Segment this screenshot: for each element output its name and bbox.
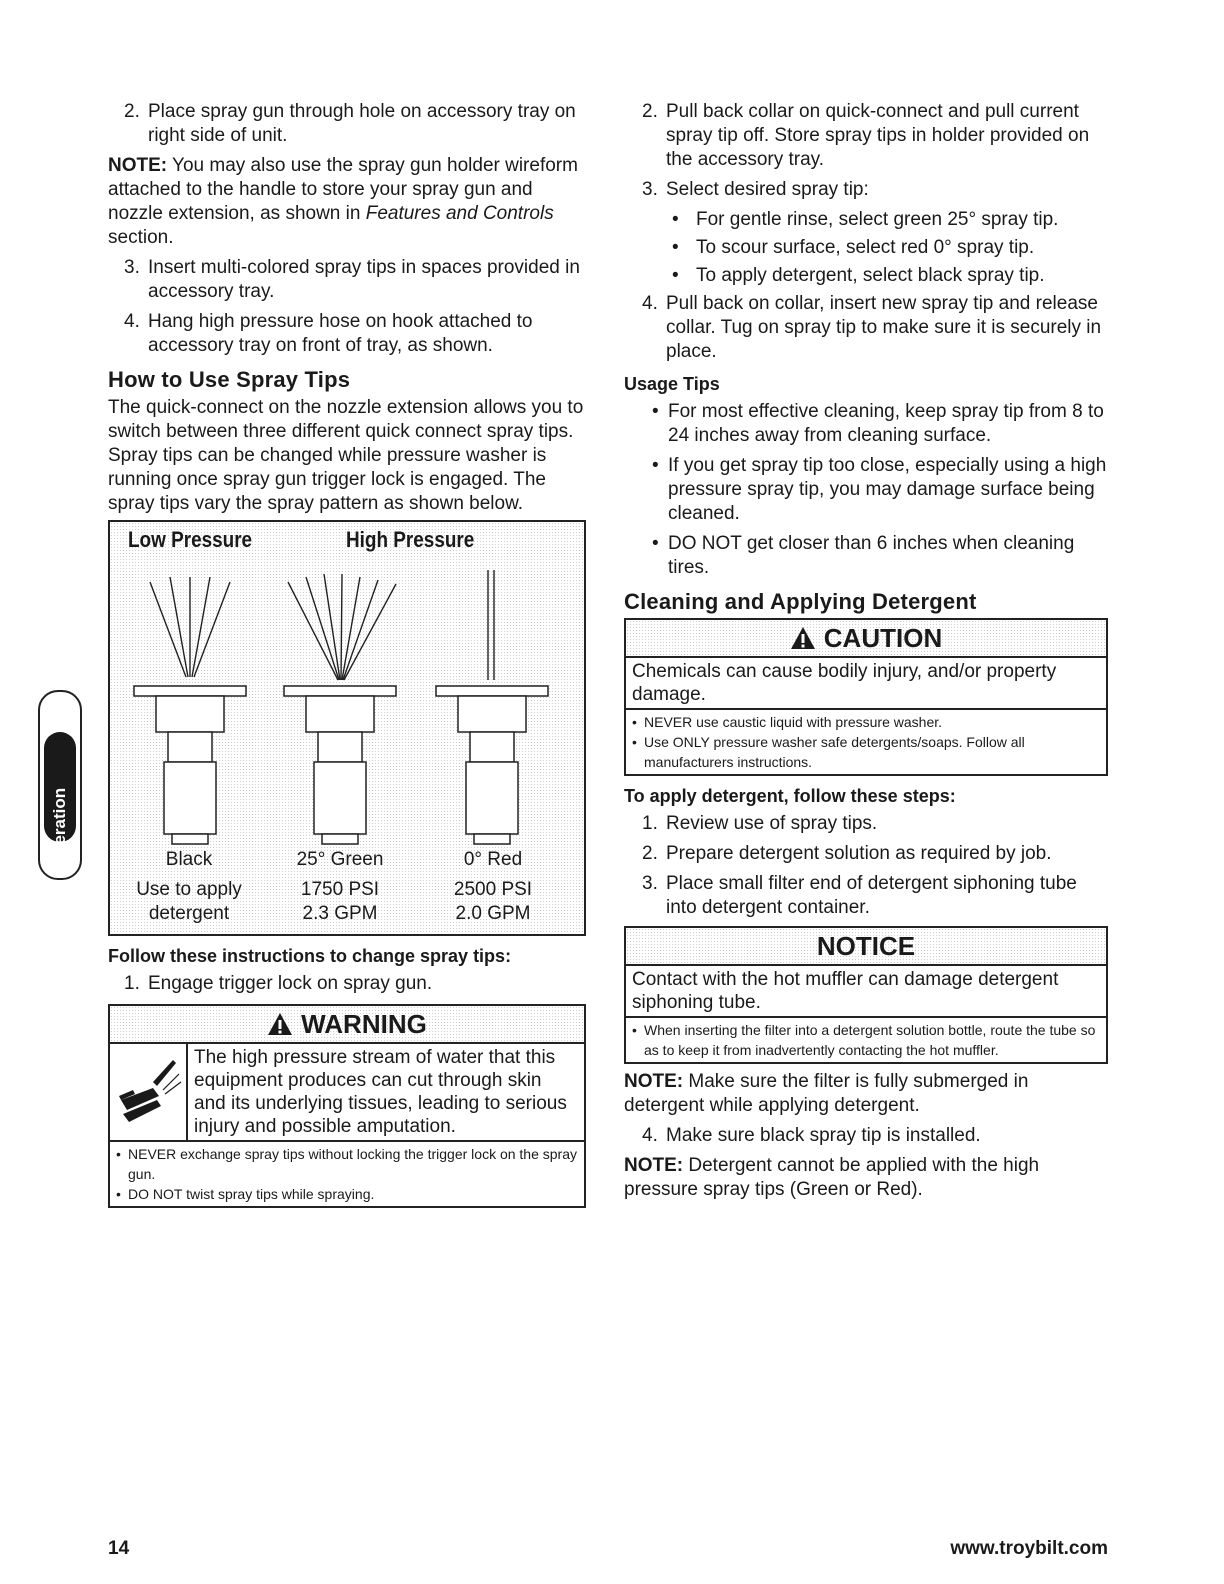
step-item <box>624 872 1108 920</box>
step-text: Review use of spray tips. <box>666 813 878 834</box>
low-pressure-label: Low Pressure <box>128 527 253 552</box>
note-label: NOTE: <box>624 1071 684 1092</box>
hazard-pictogram <box>110 1044 188 1140</box>
heading-detergent: Cleaning and Applying Detergent <box>624 589 977 614</box>
tip-color: Black <box>165 849 213 870</box>
warning-bullets <box>110 1142 584 1206</box>
high-pressure-label: High Pressure <box>346 527 475 552</box>
tip-color: 0° Red <box>463 849 523 870</box>
step-number: 3. <box>642 179 658 200</box>
heading-change-tips: Follow these instructions to change spray tips: <box>108 946 512 966</box>
step-item <box>624 292 1108 364</box>
footer-url: www.troybilt.com <box>950 1538 1108 1559</box>
notice-body: Contact with the hot muffler can damage detergent siphoning tube. <box>626 966 1106 1018</box>
warning-header <box>110 1006 584 1044</box>
bullet-text: Use ONLY pressure washer safe detergents/soaps. Follow all manufacturers instructions. <box>644 734 1025 770</box>
step-item <box>624 812 1108 836</box>
caution-bullets <box>626 710 1106 774</box>
note-wireform <box>108 154 586 250</box>
step-number: 1. <box>124 973 140 994</box>
notice-bullets <box>626 1018 1106 1062</box>
tip-gpm: 2.0 GPM <box>455 903 531 924</box>
note-label: NOTE: <box>108 155 168 176</box>
step-number: 2. <box>642 101 658 122</box>
step-item <box>624 178 1108 202</box>
step-text: Select desired spray tip: <box>666 179 869 200</box>
step-item <box>624 1124 1108 1148</box>
bullet-text: DO NOT get closer than 6 inches when cleaning tires. <box>668 533 1075 578</box>
step-text: Prepare detergent solution as required by job. <box>666 843 1052 864</box>
usage-bullet: • For most effective cleaning, keep spray tip from 8 to 24 inches away from cleaning surface. <box>652 401 1104 446</box>
spray-tip-diagram <box>108 520 586 936</box>
note-high-pressure <box>624 1154 1108 1202</box>
bullet-text: If you get spray tip too close, especially using a high pressure spray tip, you may damage surface being cleaned. <box>668 455 1107 524</box>
caution-body: Chemicals can cause bodily injury, and/or property damage. <box>626 658 1106 710</box>
step-text: Pull back on collar, insert new spray tip and release collar. Tug on spray tip to make sure it is securely in place. <box>666 293 1102 362</box>
notice-box <box>624 926 1108 1064</box>
note-filter <box>624 1070 1108 1118</box>
usage-bullet: • DO NOT get closer than 6 inches when cleaning tires. <box>652 533 1075 578</box>
step-number: 2. <box>642 843 658 864</box>
step-number: 3. <box>642 873 658 894</box>
caution-header <box>626 620 1106 658</box>
left-column <box>108 100 586 1208</box>
note-text: You may also use the spray gun holder wireform attached to the handle to store your spray gun and nozzle extension, as shown in <box>108 155 578 224</box>
step-item <box>108 972 586 996</box>
section-tab-fill <box>44 732 76 869</box>
warning-content <box>110 1044 584 1142</box>
heading-apply-detergent: To apply detergent, follow these steps: <box>624 786 956 806</box>
note-italic-ref: Features and Controls <box>365 203 554 224</box>
warning-triangle-icon <box>267 1012 293 1036</box>
bullet-text: For gentle rinse, select green 25° spray tip. <box>696 209 1059 230</box>
bullet-text: NEVER use caustic liquid with pressure washer. <box>644 714 943 730</box>
heading-spray-tips: How to Use Spray Tips <box>108 367 351 392</box>
tip-psi: 2500 PSI <box>453 879 533 900</box>
bullet-text: When inserting the filter into a detergent solution bottle, route the tube so as to keep it from inadvertently contacting the hot muffler. <box>644 1022 1096 1058</box>
warning-box <box>108 1004 586 1208</box>
step-text: Place spray gun through hole on accessory tray on right side of unit. <box>148 101 576 146</box>
note-text: Make sure the filter is fully submerged in detergent while applying detergent. <box>624 1071 1029 1116</box>
step-text: Make sure black spray tip is installed. <box>666 1125 981 1146</box>
step-text: Engage trigger lock on spray gun. <box>148 973 433 994</box>
page-number: 14 <box>108 1538 130 1559</box>
warning-bullet: • NEVER exchange spray tips without locking the trigger lock on the spray gun. <box>116 1146 578 1182</box>
caution-bullet: • NEVER use caustic liquid with pressure washer. <box>632 714 943 730</box>
tip-use: Use to apply <box>136 879 242 900</box>
select-bullet: • For gentle rinse, select green 25° spray tip. <box>672 209 1059 230</box>
step-number: 3. <box>124 257 140 278</box>
warning-bullet: • DO NOT twist spray tips while spraying. <box>116 1186 375 1202</box>
usage-bullet: • If you get spray tip too close, especially using a high pressure spray tip, you may damage surface being cleaned. <box>652 455 1107 524</box>
step-number: 4. <box>124 311 140 332</box>
tip-color: 25° Green <box>296 849 384 870</box>
step-text: Hang high pressure hose on hook attached to accessory tray on front of tray, as shown. <box>148 311 533 356</box>
tip-red-info <box>418 848 568 926</box>
step-item <box>108 100 586 148</box>
step-text: Insert multi-colored spray tips in spaces provided in accessory tray. <box>148 257 580 302</box>
warning-title: WARNING <box>301 1009 427 1039</box>
section-tab-label: Operation <box>50 787 69 869</box>
note-label: NOTE: <box>624 1155 684 1176</box>
bullet-text: To scour surface, select red 0° spray tip. <box>696 237 1035 258</box>
notice-title: NOTICE <box>626 928 1106 966</box>
tip-gpm: 2.3 GPM <box>302 903 378 924</box>
step-item <box>108 256 586 304</box>
tip-green-info <box>265 848 415 926</box>
step-number: 2. <box>124 101 140 122</box>
step-item <box>108 310 586 358</box>
bullet-text: DO NOT twist spray tips while spraying. <box>128 1186 375 1202</box>
caution-box <box>624 618 1108 776</box>
notice-bullet: • When inserting the filter into a detergent solution bottle, route the tube so as to keep it from inadvertently contacting the hot muffler. <box>632 1022 1096 1058</box>
step-item <box>624 842 1108 866</box>
caution-triangle-icon <box>790 626 816 650</box>
step-number: 1. <box>642 813 658 834</box>
section-tab <box>38 690 82 880</box>
tip-black-info <box>114 848 264 926</box>
step-text: Pull back collar on quick-connect and pull current spray tip off. Store spray tips in holder provided on the accessory tray. <box>666 101 1090 170</box>
step-number: 4. <box>642 1125 658 1146</box>
step-text: Place small filter end of detergent siphoning tube into detergent container. <box>666 873 1077 918</box>
note-text: Detergent cannot be applied with the high pressure spray tips (Green or Red). <box>624 1155 1040 1200</box>
heading-usage-tips: Usage Tips <box>624 374 720 394</box>
tip-psi: 1750 PSI <box>300 879 380 900</box>
select-bullet: • To scour surface, select red 0° spray tip. <box>672 237 1035 258</box>
caution-bullet: • Use ONLY pressure washer safe detergents/soaps. Follow all manufacturers instructions. <box>632 734 1025 770</box>
right-column <box>624 100 1108 1208</box>
caution-title: CAUTION <box>823 623 943 653</box>
bullet-text: To apply detergent, select black spray tip. <box>696 265 1045 286</box>
step-item <box>624 100 1108 172</box>
spray-tips-intro: The quick-connect on the nozzle extension allows you to switch between three different quick connect spray tips. Spray tips can be changed while pressure washer is running once spray gun trigger lock is engaged. The spray tips vary the spray pattern as shown below. <box>108 397 584 514</box>
bullet-text: For most effective cleaning, keep spray tip from 8 to 24 inches away from cleaning surface. <box>668 401 1104 446</box>
step-number: 4. <box>642 293 658 314</box>
injection-hazard-icon <box>113 1052 183 1132</box>
select-bullet: • To apply detergent, select black spray tip. <box>672 265 1045 286</box>
tip-use-2: detergent <box>148 903 230 924</box>
note-tail: section. <box>108 227 174 248</box>
warning-body: The high pressure stream of water that this equipment produces can cut through skin and its underlying tissues, leading to serious injury and possible amputation. <box>194 1047 567 1137</box>
bullet-text: NEVER exchange spray tips without locking the trigger lock on the spray gun. <box>128 1146 578 1182</box>
